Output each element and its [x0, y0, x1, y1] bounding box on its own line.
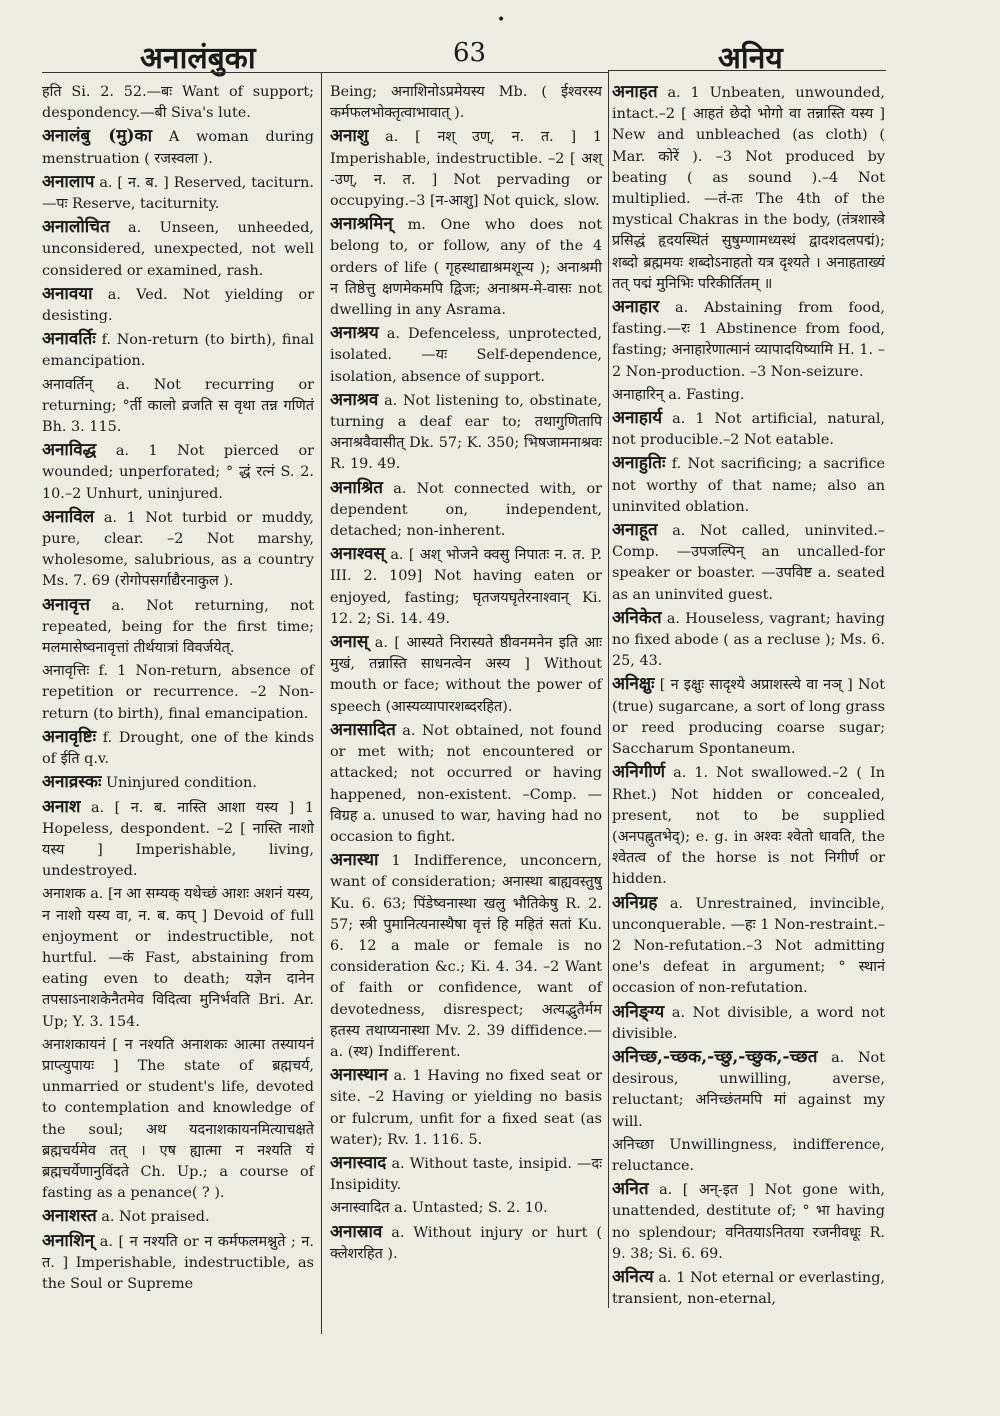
dictionary-entry: [612, 674, 885, 760]
entry-headword: अनालोचित: [42, 217, 110, 238]
header-left-word: अनालंबुका: [140, 41, 256, 76]
entry-definition: अनाशक a. [न आ सम्यक् यथेच्छं आशः अशनं यस्य, न नाशो यस्य वा, न. ब. कप् ] Devoid of full enjoyment or indestructible, not hurtful. —कं Fast, abstaining from eating even to death; यज्ञेन दानेन तपसाऽनाशकेनैतमेव विदित्वा मुनिर्भवति Bri. Ar. Up; Y. 3. 154.: [42, 886, 314, 1030]
entry-definition: a. [ अन्-इत ] Not gone with, unattended, destitute of; ° भा having no splendour; वनितयाऽनितया रजनीवधूः R. 9. 38; Si. 6. 69.: [612, 1182, 885, 1262]
entry-definition: हति Si. 2. 52.—बः Want of support; despondency.—बी Siva's lute.: [42, 84, 314, 122]
dictionary-entry: [42, 329, 314, 372]
dictionary-entry: [330, 720, 602, 848]
dictionary-entry: [612, 762, 885, 890]
entry-definition: a. Not obtained, not found or met with; not encountered or attacked; not occurred or having happened, non-existent. –Comp. —विग्रह a. unused to war, having had no occasion to fight.: [330, 722, 602, 845]
entry-definition: a. 1 Having no fixed seat or site. –2 Having or yielding no basis or fulcrum, unfit for a fixed seat (as water); Rv. 1. 116. 5.: [330, 1068, 602, 1148]
entry-headword: अनाश: [42, 796, 81, 817]
entry-definition: a. 1 Not turbid or muddy, pure, clear. –2 Not marshy, wholesome, salubrious, as a country Ms. 7. 69 (रोगोपसर्गाद्यैरनाकुल ).: [42, 509, 314, 590]
dictionary-entry: [612, 385, 885, 406]
entry-headword: अनास्थान: [330, 1065, 388, 1086]
entry-headword: अनिच्छ,-च्छक,-च्छु,-च्छुक,-च्छत: [612, 1046, 818, 1067]
entry-definition: f. Not sacrificing; a sacrifice not worthy of that name; also an uninvited oblation.: [612, 456, 885, 515]
header-rule-right: [608, 70, 886, 71]
entry-definition: a. 1 Not artificial, natural, not producible.–2 Not eatable.: [612, 411, 885, 449]
entry-definition: A woman during menstruation ( रजस्वला ).: [42, 129, 314, 167]
entry-definition: a. 1 Not eternal or everlasting, transient, non-eternal,: [612, 1269, 885, 1308]
dictionary-entry: [330, 1198, 602, 1219]
entry-definition: a. Not called, uninvited.–Comp. —उपजल्पिन् an uncalled-for speaker or boaster. —उपविष्ट a. seated as an uninvited guest.: [612, 523, 885, 603]
entry-definition: a. [ अश् भोजने क्वसु निपातः न. त. P. III. 2. 109] Not having eaten or enjoyed, fasting; घृतजयघृतेरनाश्वान् Ki. 12. 2; Si. 14. 49.: [330, 547, 602, 627]
dictionary-entry: [612, 608, 885, 673]
entry-definition: Uninjured condition.: [101, 775, 257, 792]
entry-definition: अनावृत्तिः f. 1 Non-return, absence of repetition or recurrence. –2 Non-return (to birth), final emancipation.: [42, 663, 314, 722]
entry-headword: अनिक्षुः: [612, 674, 655, 695]
entry-headword: अनित: [612, 1179, 649, 1200]
entry-headword: अनास्वाद: [330, 1152, 387, 1173]
entry-definition: a. Not returning, not repeated, being for the first time; मलमासेष्वनावृत्तां तीर्थयात्रां विवर्जयेत्.: [42, 597, 314, 657]
entry-definition: [ न इक्षुः सादृश्ये अप्राशस्त्ये वा नञ् ] Not (true) sugarcane, a sort of long grass or reed producing coarse sugar; Saccharum Spontaneum.: [612, 677, 885, 758]
entry-headword: अनाशस्त: [42, 1206, 97, 1227]
dictionary-entry: [42, 595, 314, 660]
entry-headword: अनिगीर्ण: [612, 762, 666, 783]
page-dot: •: [497, 12, 506, 28]
entry-definition: अनाशकायनं [ न नश्यति अनाशकः आत्मा तस्यायनं प्राप्त्युपायः ] The state of ब्रह्मचर्य, unmarried or student's life, devoted to contemplation and knowledge of the soul; अथ यदनाशकायनमित्याचक्षते ब्रह्मचर्यमेव तत् । एष ह्यात्मा न नश्यति यं ब्रह्मचर्येणानुविंदते Ch. Up.; a course of fasting as a penance( ? ).: [42, 1036, 314, 1202]
dictionary-entry: [330, 1222, 602, 1265]
dictionary-entry: [612, 1047, 885, 1133]
entry-headword: अनास्था: [330, 850, 379, 871]
entry-headword: अनाहत: [612, 82, 658, 102]
entry-definition: a. Not divisible, a word not divisible.: [612, 1004, 885, 1042]
dictionary-entry: [42, 172, 314, 215]
dictionary-entry: [330, 82, 602, 124]
column-divider-2: [608, 70, 609, 1308]
entry-headword: अनाहार्य: [612, 408, 663, 429]
entry-definition: f. Non-return (to birth), final emancipation.: [42, 332, 314, 370]
dictionary-entry: [42, 772, 314, 794]
dictionary-entry: [612, 1002, 885, 1045]
entry-headword: अनालाप: [42, 171, 95, 192]
dictionary-entry: [42, 375, 314, 439]
entry-definition: a. 1. Not swallowed.–2 ( In Rhet.) Not hidden or concealed, present, not to be supplied (अनपह्नुतभेद्); e. g. in अश्वः श्वेतो धावति, the श्वेतत्व of the horse is not निगीर्ण or hidden.: [612, 765, 885, 888]
entry-headword: अनाहार: [612, 297, 660, 318]
entry-headword: अनिङ्ग्य: [612, 1001, 665, 1022]
dictionary-entry: [42, 661, 314, 725]
entry-headword: अनावृत्त: [42, 594, 91, 615]
column-divider-1: [321, 72, 322, 1334]
entry-definition: f. Drought, one of the kinds of ईति q.v.: [42, 729, 314, 768]
header-right-word: अनिय: [718, 41, 783, 76]
dictionary-entry: [612, 1179, 885, 1265]
header-rule-left: [42, 72, 322, 73]
entry-headword: अनिकेत: [612, 607, 662, 628]
entry-definition: a. Not praised.: [96, 1209, 210, 1226]
entry-headword: अनाव्रस्कः: [42, 772, 102, 793]
dictionary-entry: [330, 323, 602, 388]
dictionary-entry: [612, 520, 885, 606]
entry-definition: a. [ न. ब. ] Reserved, taciturn.—पः Reserve, taciturnity.: [42, 174, 314, 213]
entry-definition: अनावर्तिन् a. Not recurring or returning; °र्ती कालो व्रजति स वृथा तन्न गणितं Bh. 3. 115.: [42, 376, 314, 436]
dictionary-entry: [330, 126, 602, 212]
dictionary-entry: [42, 126, 314, 169]
entry-headword: अनास्: [330, 632, 369, 653]
entry-definition: a. Unrestrained, invincible, unconquerable. —हः 1 Non-restraint.–2 Non-refutation.–3 Not admitting one's defeat in argument; ° स्थानं occasion of non-refutation.: [612, 895, 885, 997]
dictionary-entry: [42, 727, 314, 770]
page-number: 63: [453, 38, 487, 68]
dictionary-entry: [42, 507, 314, 593]
dictionary-entry: [42, 1206, 314, 1228]
dictionary-entry: [42, 797, 314, 883]
entry-headword: अनावृष्टिः: [42, 726, 97, 747]
entry-definition: a. Abstaining from food, fasting.—रः 1 Abstinence from food, fasting; अनाहारेणात्मानं व्यापादयिष्यामि H. 1. –2 Non-production. –3 Non-seizure.: [612, 300, 885, 380]
column-1: [42, 82, 314, 1297]
entry-definition: a. [ आस्यते निरास्यते ष्ठीवनमनेन इति आः मुखं, तन्नास्ति साधनत्वेन अस्य ] Without mouth or face; without the power of speech (आस्यव्यापारशब्दरहित).: [330, 635, 602, 715]
entry-definition: a. Unseen, unheeded, unconsidered, unexpected, not well considered or examined, rash.: [42, 220, 314, 279]
entry-headword: अनावर्तिः: [42, 329, 96, 350]
entry-definition: a. Not connected with, or dependent on, independent, detached; non-inherent.: [330, 480, 602, 540]
dictionary-entry: [612, 82, 885, 295]
entry-headword: अनावया: [42, 283, 93, 304]
entry-definition: 1 Indifference, unconcern, want of consideration; अनास्था बाह्यवस्तुषु Ku. 6. 63; पिंडेष्वनास्था खलु भौतिकेषु R. 2. 57; स्त्री पुमानित्यनास्थैषा वृत्तं हि महितं सतां Ku. 6. 12 a male or female is no consideration &c.; Ki. 4. 34. –2 Want of faith or confidence, want of devotedness, disrespect; अत्यद्भुतैर्मम हतस्य तथाप्यनास्था Mv. 2. 39 diffidence.—a. (स्थ) Indifferent.: [330, 853, 602, 1060]
entry-headword: अनाश्रव: [330, 389, 379, 410]
entry-headword: अनाशिन्: [42, 1230, 95, 1251]
entry-definition: a. Not desirous, unwilling, averse, reluctant; अनिच्छंतमपि मां against my will.: [612, 1049, 885, 1130]
header-rule-middle: [322, 72, 608, 73]
dictionary-entry: [42, 440, 314, 505]
entry-definition: a. [ न नश्यति or न कर्मफलमश्नुते ; न. त. ] Imperishable, indestructible, as the Soul or Supreme: [42, 1233, 314, 1292]
dictionary-entry: [42, 884, 314, 1032]
dictionary-entry: [42, 284, 314, 327]
entry-definition: a. Houseless, vagrant; having no fixed abode ( as a recluse ); Ms. 6. 25, 43.: [612, 610, 886, 670]
entry-headword: अनाश्वस्: [330, 544, 385, 565]
entry-definition: a. Not listening to, obstinate, turning a deaf ear to; तथागुणितापि अनाश्रवैवासीत् Dk. 57; K. 350; भिषजामनाश्रवः R. 19. 49.: [330, 392, 602, 473]
dictionary-entry: [330, 390, 602, 476]
dictionary-entry: [330, 1153, 602, 1196]
dictionary-entry: [42, 1231, 314, 1296]
entry-definition: a. Ved. Not yielding or desisting.: [42, 286, 314, 325]
entry-headword: अनाश्रय: [330, 323, 379, 344]
dictionary-entry: [612, 408, 885, 451]
entry-definition: a. 1 Not pierced or wounded; unperforated; ° द्धं रत्नं S. 2. 10.–2 Unhurt, uninjured.: [42, 443, 314, 502]
entry-definition: अनिच्छा Unwillingness, indifference, reluctance.: [612, 1136, 885, 1174]
entry-headword: अनाविल: [42, 506, 95, 527]
dictionary-entry: [330, 850, 602, 1063]
entry-definition: m. One who does not belong to, or follow, any of the 4 orders of life ( गृहस्थाद्याश्रमशून्य ); अनाश्रमी न तिष्ठेत्तु क्षणमेकमपि द्विजः; अनाश्रम-मे-वासः not dwelling in any Asrama.: [330, 217, 602, 319]
dictionary-entry: [42, 1035, 314, 1205]
entry-headword: अनासादित: [330, 719, 396, 740]
dictionary-entry: [42, 82, 314, 124]
dictionary-entry: [612, 1267, 885, 1310]
entry-definition: a. [ नश् उण्, न. त. ] 1 Imperishable, indestructible. –2 [ अश् -उण्, न. त. ] Not pervading or occupying.–3 [न-आशु] Not quick, slow.: [330, 129, 602, 210]
entry-headword: अनालंबु (मु)का: [42, 126, 153, 147]
entry-headword: अनाहूत: [612, 520, 658, 541]
dictionary-entry: [330, 544, 602, 630]
column-3: [612, 82, 885, 1312]
dictionary-entry: [330, 214, 602, 321]
entry-definition: a. Without taste, insipid. —दः Insipidity.: [330, 1155, 602, 1194]
entry-definition: अनाहारिन् a. Fasting.: [612, 386, 745, 403]
dictionary-entry: [612, 1135, 885, 1177]
entry-headword: अनित्य: [612, 1266, 654, 1287]
entry-definition: Being; अनाशिनोऽप्रमेयस्य Mb. ( ईश्वरस्य कर्मफलभोक्तृत्वाभावात् ).: [330, 84, 602, 122]
dictionary-entry: [612, 893, 885, 1000]
column-2: [330, 82, 602, 1267]
entry-headword: अनास्राव: [330, 1221, 383, 1242]
dictionary-entry: [330, 1065, 602, 1151]
entry-headword: अनाश्रित: [330, 477, 383, 498]
entry-headword: अनाश्रमिन्: [330, 214, 393, 235]
entry-definition: अनास्वादित a. Untasted; S. 2. 10.: [330, 1200, 548, 1217]
dictionary-entry: [330, 478, 602, 543]
entry-headword: अनाशु: [330, 126, 369, 147]
dictionary-entry: [42, 217, 314, 282]
dictionary-entry: [330, 632, 602, 718]
entry-headword: अनाविद्ध: [42, 440, 97, 461]
entry-headword: अनाहुतिः: [612, 453, 666, 474]
entry-definition: a. 1 Unbeaten, unwounded, intact.–2 [ आहतं छेदो भोगो वा तन्नास्ति यस्य ] New and unbleached (as cloth) ( Mar. कोरें ). –3 Not produced by beating ( as sound ).–4 Not multiplied. —तं-तः The 4th of the mystical Chakras in the body, (तंत्रशास्त्रे प्रसिद्धं हृदयस्थितं सुषुम्णामध्यस्थं द्वादशदलपद्मं); शब्दो ब्रह्ममयः शब्दोऽनाहतो यत्र दृश्यते । अनाहताख्यं तत् पद्मं मुनिभिः परिकीर्तितम् ॥: [612, 85, 885, 292]
entry-definition: a. Without injury or hurt ( क्लेशरहित ).: [330, 1224, 602, 1262]
entry-definition: a. Defenceless, unprotected, isolated. —यः Self-dependence, isolation, absence of support.: [330, 326, 602, 385]
dictionary-entry: [612, 297, 885, 383]
entry-definition: a. [ न. ब. नास्ति आशा यस्य ] 1 Hopeless, despondent. –2 [ नास्ति नाशो यस्य ] Imperishable, living, undestroyed.: [42, 799, 314, 880]
entry-headword: अनिग्रह: [612, 892, 658, 913]
dictionary-entry: [612, 453, 885, 518]
